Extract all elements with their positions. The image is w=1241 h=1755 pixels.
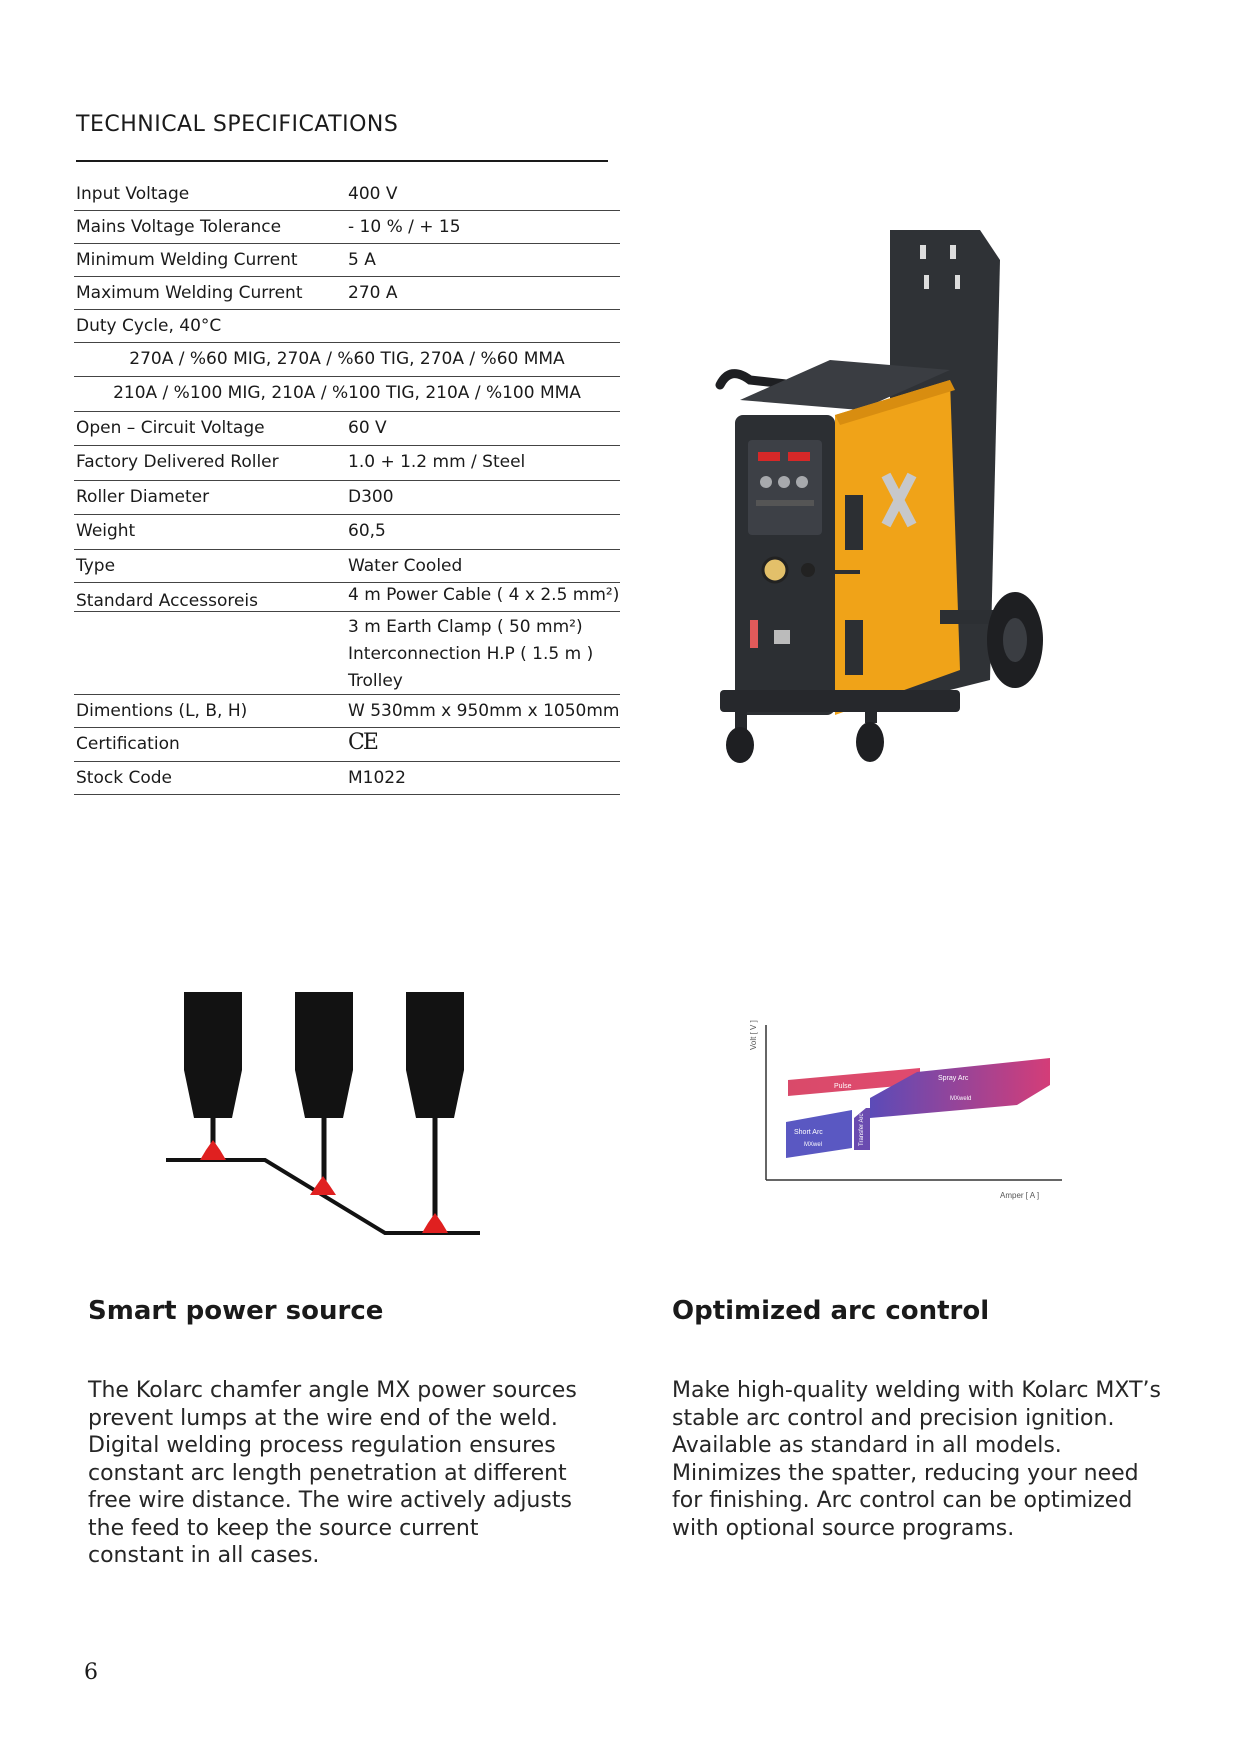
spec-row	[74, 412, 620, 446]
region-label: Spray Arc	[938, 1075, 969, 1082]
spec-row	[74, 583, 620, 612]
spec-value: 1.0 + 1.2 mm / Steel	[348, 452, 526, 472]
spec-row	[74, 211, 620, 244]
page-number: 6	[84, 1660, 98, 1685]
spec-value: Water Cooled	[348, 556, 463, 576]
spec-row	[74, 310, 620, 343]
torch-connector-icon	[763, 558, 787, 582]
spec-row	[74, 728, 620, 762]
spray-arc-region	[870, 1058, 1050, 1118]
title-divider	[76, 160, 608, 162]
chamfer-diagram	[150, 980, 490, 1250]
spec-label: Mains Voltage Tolerance	[76, 217, 282, 237]
ce-mark-icon: CE	[348, 730, 377, 755]
spec-value: 60,5	[348, 521, 386, 541]
welding-machine-image	[680, 220, 1080, 820]
front-caster-icon	[726, 727, 754, 763]
feature-text: Make high-quality welding with Kolarc MXT’s stable arc control and precision ignition. Available as standard in all models. Minimizes the spatter, reducing your need for finishing. Arc control can be optimized with optional source programs.	[672, 1378, 1161, 1541]
arc-icon	[310, 1176, 336, 1195]
spec-label: Stock Code	[76, 768, 172, 788]
region-label: Transfer Arc	[859, 1113, 865, 1146]
rear-caster-icon	[856, 722, 884, 762]
arc-icon	[200, 1140, 226, 1160]
feature-text: The Kolarc chamfer angle MX power sources prevent lumps at the wire end of the weld. Digital welding process regulation ensures constant arc length penetration at different free wire distance. The wire actively adjusts the feed to keep the source current constant in all cases.	[88, 1378, 577, 1568]
spec-title: TECHNICAL SPECIFICATIONS	[76, 112, 399, 137]
spec-row-duty-cycle	[74, 343, 620, 377]
spec-row	[74, 695, 620, 728]
spec-row	[74, 550, 620, 583]
spec-value: 60 V	[348, 418, 387, 438]
spec-label: Weight	[76, 521, 136, 541]
trolley-base	[720, 690, 960, 712]
spec-label: Open – Circuit Voltage	[76, 418, 265, 438]
spec-label: Duty Cycle, 40°C	[76, 316, 222, 336]
spec-row	[74, 277, 620, 310]
duty-cycle-line: 210A / %100 MIG, 210A / %100 TIG, 210A / %100 MMA	[113, 383, 581, 403]
spec-row-accessories	[74, 612, 620, 695]
spec-label: Minimum Welding Current	[76, 250, 298, 270]
duty-cycle-line: 270A / %60 MIG, 270A / %60 TIG, 270A / %60 MMA	[129, 349, 565, 369]
arc-icon	[422, 1213, 448, 1233]
spec-row	[74, 515, 620, 550]
spec-label: Dimentions (L, B, H)	[76, 701, 248, 721]
feature-title: Optimized arc control	[672, 1296, 990, 1326]
accessory-item: 3 m Earth Clamp ( 50 mm²)	[348, 617, 583, 637]
spec-table	[74, 178, 620, 795]
accessory-item: Trolley	[348, 671, 403, 691]
spec-label: Factory Delivered Roller	[76, 452, 279, 472]
spec-value: D300	[348, 487, 394, 507]
spec-label: Maximum Welding Current	[76, 283, 303, 303]
torch-icon	[406, 992, 464, 1234]
region-label: Short Arc	[794, 1129, 823, 1136]
spec-row	[74, 481, 620, 515]
spec-label: Type	[76, 556, 116, 576]
spec-row	[74, 244, 620, 277]
spec-value: 400 V	[348, 184, 398, 204]
accessory-item: Interconnection H.P ( 1.5 m )	[348, 644, 594, 664]
spec-row-duty-cycle	[74, 377, 620, 412]
region-label: MXweld	[950, 1096, 972, 1102]
spec-value: 270 A	[348, 283, 398, 303]
spec-value: M1022	[348, 768, 406, 788]
spec-value: - 10 % / + 15	[348, 217, 461, 237]
torch-icon	[295, 992, 353, 1195]
spec-value: 5 A	[348, 250, 376, 270]
torch-icon	[184, 992, 242, 1160]
region-label: MXwel	[804, 1142, 823, 1148]
spec-label: Input Voltage	[76, 184, 190, 204]
spec-row	[74, 762, 620, 795]
region-label: Pulse	[834, 1083, 852, 1090]
x-axis-label: Amper [ A ]	[1000, 1191, 1040, 1200]
spec-row	[74, 446, 620, 481]
y-axis-label: Volt [ V ]	[749, 1020, 758, 1050]
spec-label: Certification	[76, 734, 180, 754]
spec-label: Standard Accessoreis	[76, 591, 258, 611]
feature-title: Smart power source	[88, 1296, 384, 1326]
arc-control-chart	[742, 1010, 1072, 1210]
spec-row	[74, 178, 620, 211]
spec-value: W 530mm x 950mm x 1050mm	[348, 701, 620, 721]
accessory-list	[348, 614, 593, 695]
spec-label: Roller Diameter	[76, 487, 210, 507]
spec-value: 4 m Power Cable ( 4 x 2.5 mm²)	[348, 585, 620, 605]
